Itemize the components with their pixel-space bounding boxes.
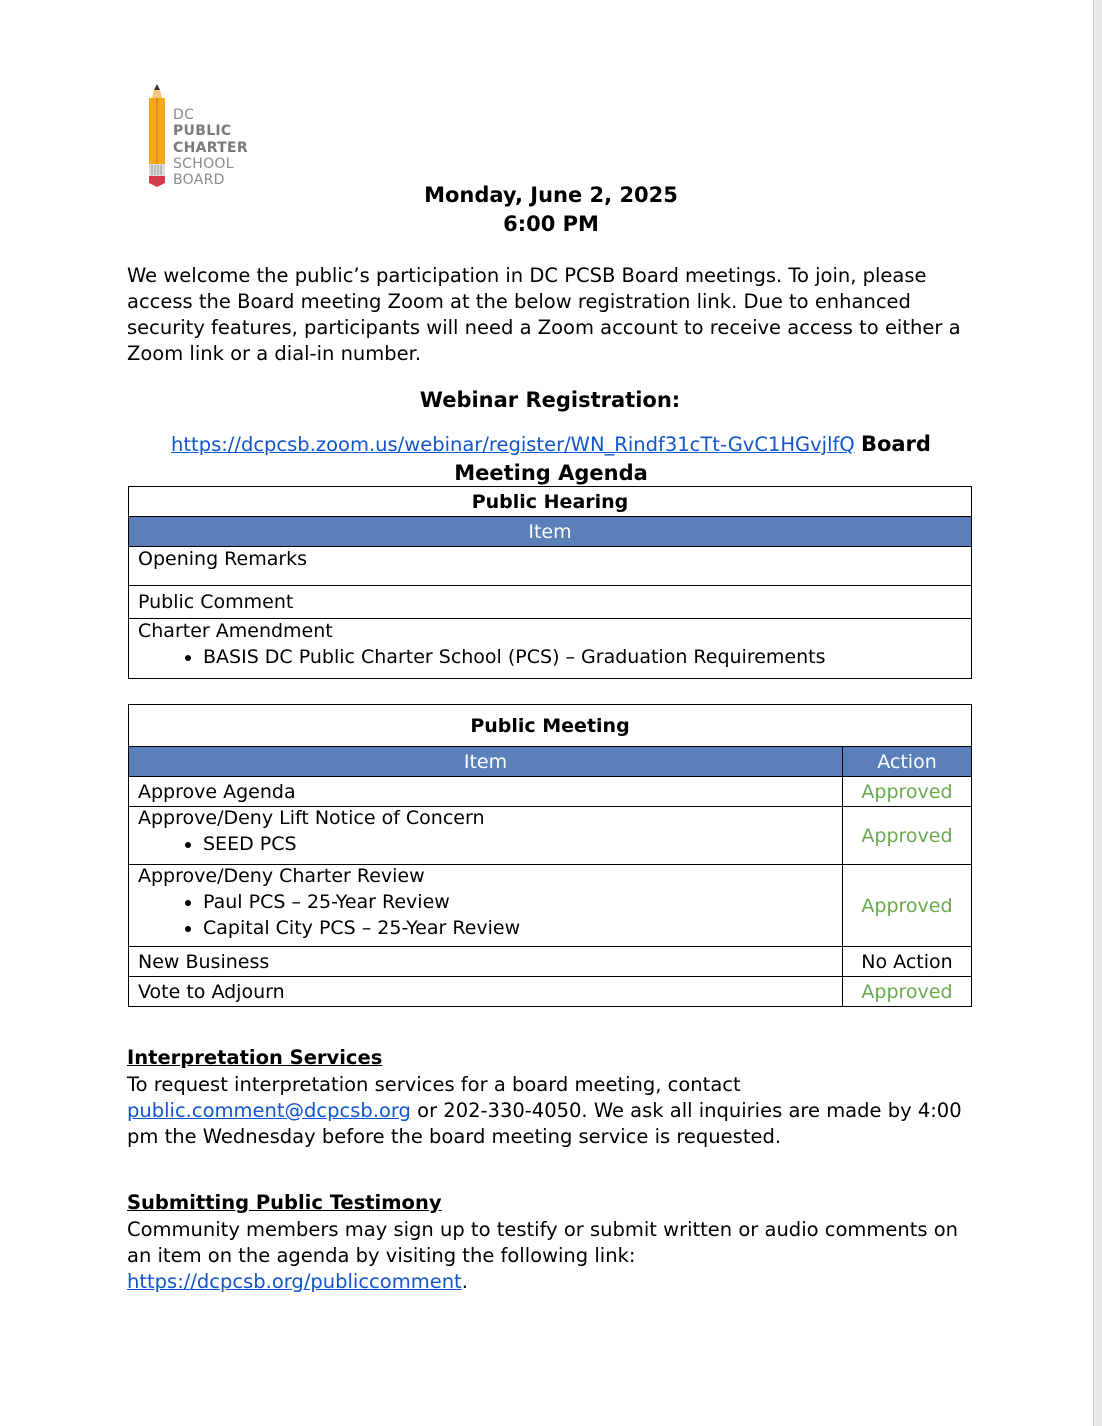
interpretation-text2: or 202-330-4050. We ask all inquiries are made by 4:00 pm the Wednesday before the board meeting service is requested. <box>127 1099 962 1148</box>
table-row <box>129 777 972 807</box>
hearing-row-amendment <box>129 619 972 679</box>
interpretation-email-link[interactable]: public.comment@dcpcsb.org <box>127 1099 411 1122</box>
agenda-title-part1: Board <box>860 432 931 456</box>
meeting-item-bullet: • Capital City PCS – 25-Year Review <box>203 915 833 941</box>
public-meeting-title: Public Meeting <box>129 705 972 747</box>
pencil-icon <box>146 84 168 188</box>
meeting-item-cell <box>129 807 843 865</box>
logo-line-board: BOARD <box>173 172 225 189</box>
hearing-row-comment: Public Comment <box>129 586 972 619</box>
logo-line-public: PUBLIC <box>173 123 232 140</box>
meeting-item: Approve Agenda <box>129 777 843 807</box>
agenda-title-part2: Meeting Agenda <box>454 461 648 485</box>
meeting-item: Approve/Deny Lift Notice of Concern <box>138 807 485 829</box>
testimony-title: Submitting Public Testimony <box>127 1191 442 1214</box>
intro-paragraph: We welcome the public’s participation in DC PCSB Board meetings. To join, please access the Board meeting Zoom at the below registration link. Due to enhanced security features, participants will need a Zoom account to receive access to either a Zoom link or a dial-in number. <box>127 264 961 365</box>
meeting-item-bullet: • SEED PCS <box>203 831 833 857</box>
hearing-row-opening: Opening Remarks <box>129 547 972 586</box>
meeting-datetime <box>0 181 1102 239</box>
meeting-item: Approve/Deny Charter Review <box>138 865 425 887</box>
meeting-item-cell <box>129 865 843 947</box>
meeting-action: No Action <box>843 947 972 977</box>
testimony-after-link: . <box>461 1270 468 1293</box>
testimony-text: Community members may sign up to testify or submit written or audio comments on an item on the agenda by visiting the following link: <box>127 1218 959 1267</box>
interpretation-title: Interpretation Services <box>127 1046 383 1069</box>
public-meeting-table <box>128 704 972 1007</box>
meeting-date: Monday, June 2, 2025 <box>424 183 678 207</box>
hearing-amendment-bullets <box>138 644 962 670</box>
hearing-amendment-label: Charter Amendment <box>138 620 333 642</box>
webinar-registration-link[interactable]: https://dcpcsb.zoom.us/webinar/register/WN_Rindf31cTt-GvC1HGvjlfQ <box>171 433 855 456</box>
meeting-action: Approved <box>843 977 972 1007</box>
logo-line-school: SCHOOL <box>173 155 234 172</box>
meeting-item-bullets <box>138 831 833 857</box>
meeting-item-bullets <box>138 889 833 941</box>
meeting-item: New Business <box>129 947 843 977</box>
testimony-body <box>127 1217 987 1295</box>
meeting-action: Approved <box>843 807 972 865</box>
meeting-time: 6:00 PM <box>503 212 599 236</box>
logo-text <box>173 107 248 188</box>
public-hearing-table <box>128 486 972 679</box>
table-row <box>129 865 972 947</box>
webinar-registration-title: Webinar Registration: <box>419 388 681 412</box>
table-row <box>129 977 972 1007</box>
meeting-item: Vote to Adjourn <box>129 977 843 1007</box>
interpretation-text1: To request interpretation services for a board meeting, contact <box>127 1073 741 1096</box>
public-meeting-col-item: Item <box>129 747 843 777</box>
logo-line-charter: CHARTER <box>173 139 248 156</box>
public-hearing-title: Public Hearing <box>129 487 972 517</box>
meeting-item-bullet: • Paul PCS – 25-Year Review <box>203 889 833 915</box>
dc-pcsb-logo <box>146 84 266 190</box>
public-hearing-col-item: Item <box>129 517 972 547</box>
meeting-action: Approved <box>843 777 972 807</box>
public-meeting-col-action: Action <box>843 747 972 777</box>
webinar-link-line <box>0 430 1102 488</box>
public-comment-link[interactable]: https://dcpcsb.org/publiccomment <box>127 1270 462 1293</box>
table-row <box>129 807 972 865</box>
table-row <box>129 947 972 977</box>
hearing-amendment-bullet: • BASIS DC Public Charter School (PCS) – Graduation Requirements <box>203 644 962 670</box>
interpretation-body <box>127 1072 987 1150</box>
meeting-action: Approved <box>843 865 972 947</box>
logo-line-dc: DC <box>173 107 195 123</box>
